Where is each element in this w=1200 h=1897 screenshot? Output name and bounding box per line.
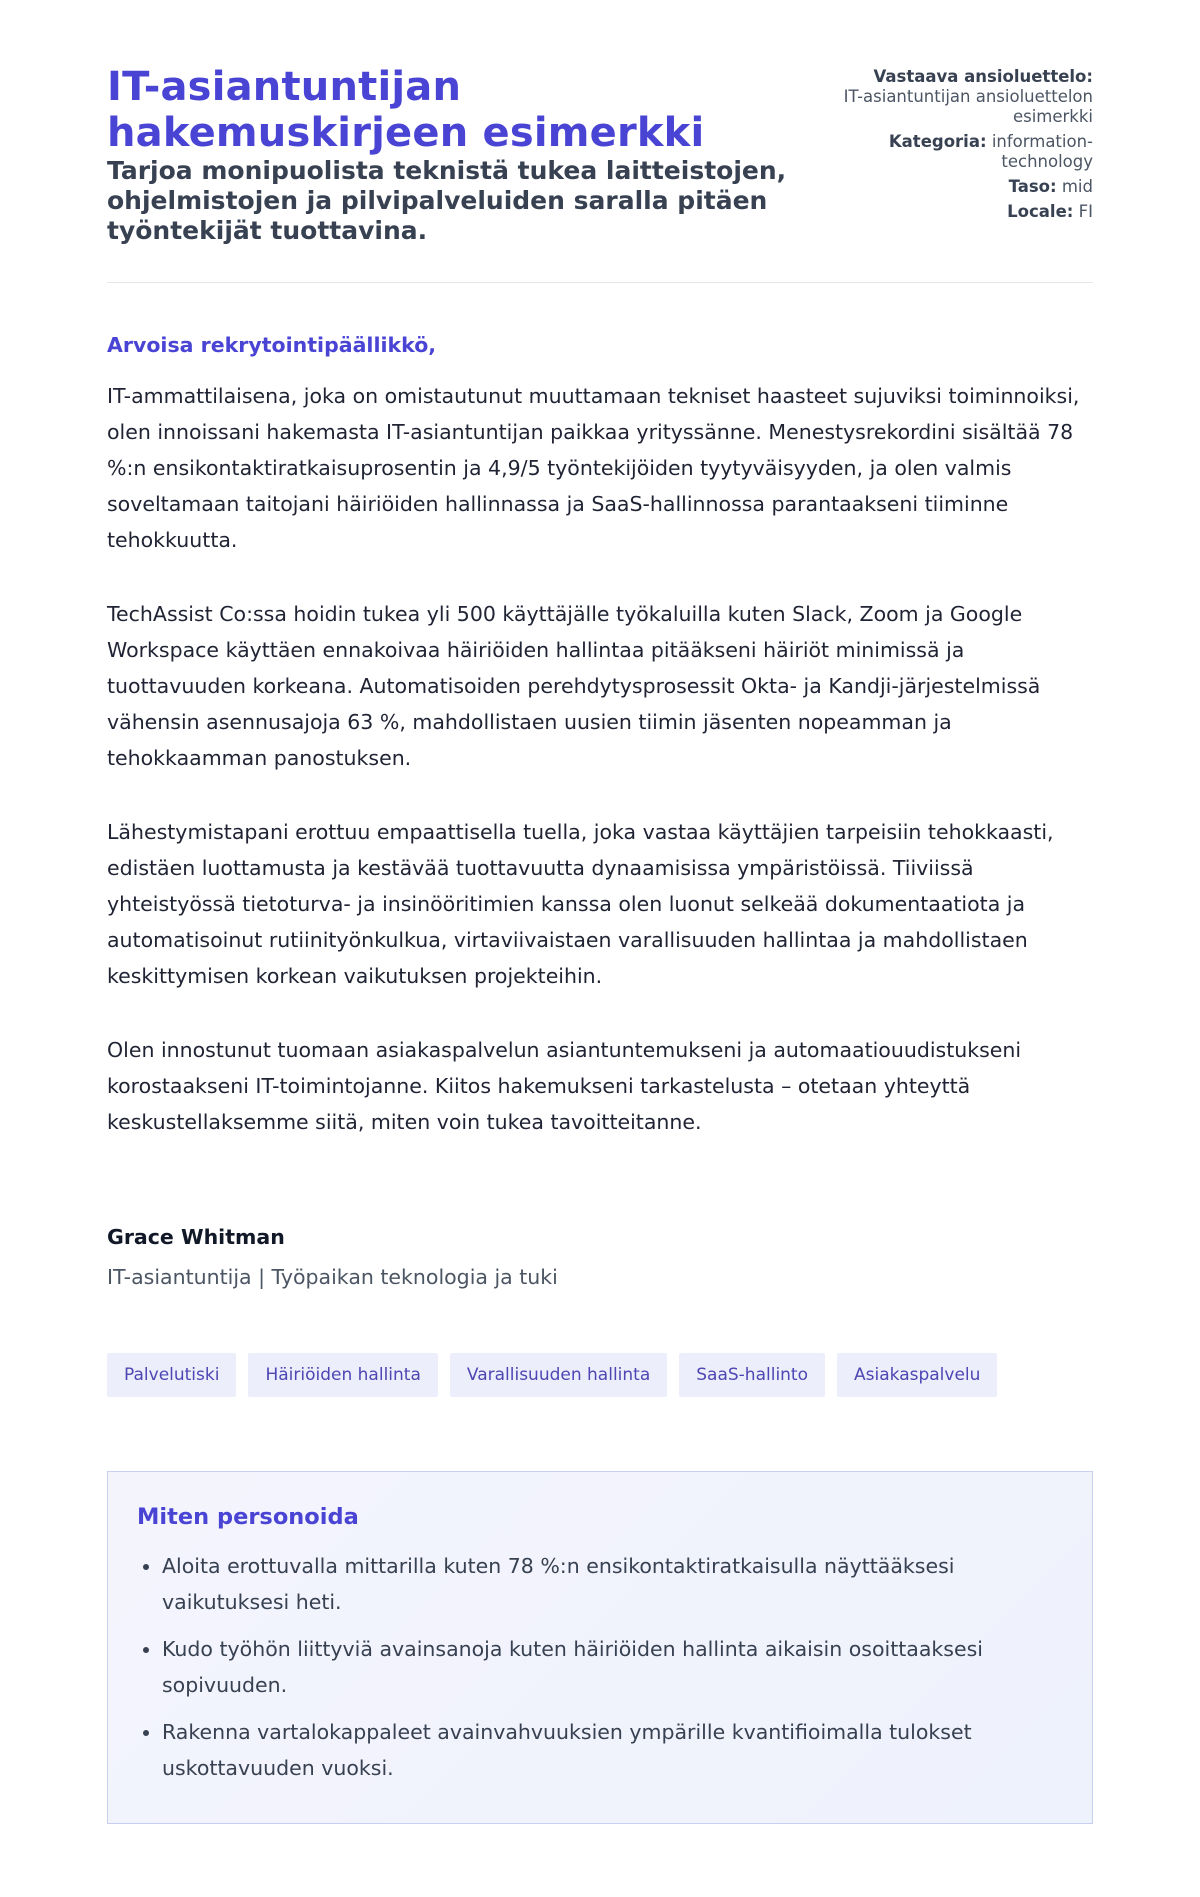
tips-title: Miten personoida — [137, 1504, 359, 1530]
tip-item: • Rakenna vartalokappaleet avainvahvuuksien ympärille kvantifioimalla tulokset uskottavuuden vuoksi. — [162, 1714, 1063, 1786]
meta-category-key: Kategoria: — [888, 132, 987, 151]
page-header — [107, 0, 1093, 245]
meta-resume — [833, 67, 1093, 127]
meta-level-key: Taso: — [1008, 177, 1057, 196]
tips-list — [137, 1548, 1063, 1786]
letter-paragraph: IT-ammattilaisena, joka on omistautunut muuttamaan tekniset haasteet sujuviksi toiminnoiksi, olen innoissani hakemasta IT-asiantuntijan paikkaa yrityssänne. Menestysrekordini sisältää 78 %:n ensikontaktiratkaisuprosentin ja 4,9/5 työntekijöiden tyytyväisyyden, ja olen valmis soveltamaan taitojani häiriöiden hallinnassa ja SaaS-hallinnossa parantaakseni tiiminne tehokkuutta. — [107, 384, 1080, 552]
meta-resume-key: Vastaava ansioluettelo: — [873, 67, 1093, 86]
skill-tag: Asiakaspalvelu — [837, 1353, 997, 1397]
tip-item: • Kudo työhön liittyviä avainsanoja kuten häiriöiden hallinta aikaisin osoittaaksesi sopivuuden. — [162, 1631, 1063, 1703]
meta-category — [833, 132, 1093, 172]
letter-paragraph: TechAssist Co:ssa hoidin tukea yli 500 käyttäjälle työkaluilla kuten Slack, Zoom ja Google Workspace käyttäen ennakoivaa häiriöiden hallintaa pitääkseni häiriöt minimissä ja tuottavuuden korkeana. Automatisoiden perehdytysprosessit Okta- ja Kandji-järjestelmissä vähensin asennusajoja 63 %, mahdollistaen uusien tiimin jäsenten nopeamman ja tehokkaamman panostuksen. — [107, 602, 1041, 770]
skill-tag: Häiriöiden hallinta — [248, 1353, 437, 1397]
header-divider — [107, 282, 1093, 283]
personalization-tips — [107, 1471, 1093, 1824]
skill-tag: Palvelutiski — [107, 1353, 236, 1397]
letter-body — [107, 330, 1093, 1178]
meta-locale-key: Locale: — [1007, 202, 1074, 221]
page-title: IT-asiantuntijan hakemuskirjeen esimerkki — [107, 64, 705, 156]
signature-title: IT-asiantuntija | Työpaikan teknologia ja tuki — [107, 1265, 558, 1289]
letter-salutation: Arvoisa rekrytointipäällikkö, — [107, 333, 437, 357]
signature-name: Grace Whitman — [107, 1225, 285, 1249]
page-subtitle: Tarjoa monipuolista teknistä tukea laitteistojen, ohjelmistojen ja pilvipalveluiden saralla pitäen työntekijät tuottavina. — [107, 156, 787, 245]
meta-category-value: information-technology — [991, 132, 1093, 171]
letter-paragraph: Olen innostunut tuomaan asiakaspalvelun asiantuntemukseni ja automaatiouudistukseni korostaakseni IT-toimintojanne. Kiitos hakemukseni tarkastelusta – otetaan yhteyttä keskustellaksemme siitä, miten voin tukea tavoitteitanne. — [107, 1038, 1022, 1134]
meta-locale-value: FI — [1078, 202, 1093, 221]
skill-tag: Varallisuuden hallinta — [450, 1353, 667, 1397]
header-titles — [107, 64, 827, 246]
meta-level-value: mid — [1061, 177, 1093, 196]
meta-level — [833, 177, 1093, 197]
letter-paragraph: Lähestymistapani erottuu empaattisella tuella, joka vastaa käyttäjien tarpeisiin tehokkaasti, edistäen luottamusta ja kestävää tuottavuutta dynaamisissa ympäristöissä. Tiiviissä yhteistyössä tietoturva- ja insinööritimien kanssa olen luonut selkeää dokumentaatiota ja automatisoinut rutiinityönkulkua, virtaviivaistaen varallisuuden hallintaa ja mahdollistaen keskittymisen korkean vaikutuksen projekteihin. — [107, 820, 1054, 988]
meta-locale — [833, 202, 1093, 222]
tip-item: • Aloita erottuvalla mittarilla kuten 78 %:n ensikontaktiratkaisulla näyttääksesi vaikutuksesi heti. — [162, 1548, 1063, 1620]
skill-tag: SaaS-hallinto — [679, 1353, 825, 1397]
signature-block — [107, 1222, 558, 1292]
meta-panel — [833, 67, 1093, 227]
meta-resume-value: IT-asiantuntijan ansioluettelon esimerkki — [843, 87, 1093, 126]
skill-tags — [107, 1353, 997, 1397]
